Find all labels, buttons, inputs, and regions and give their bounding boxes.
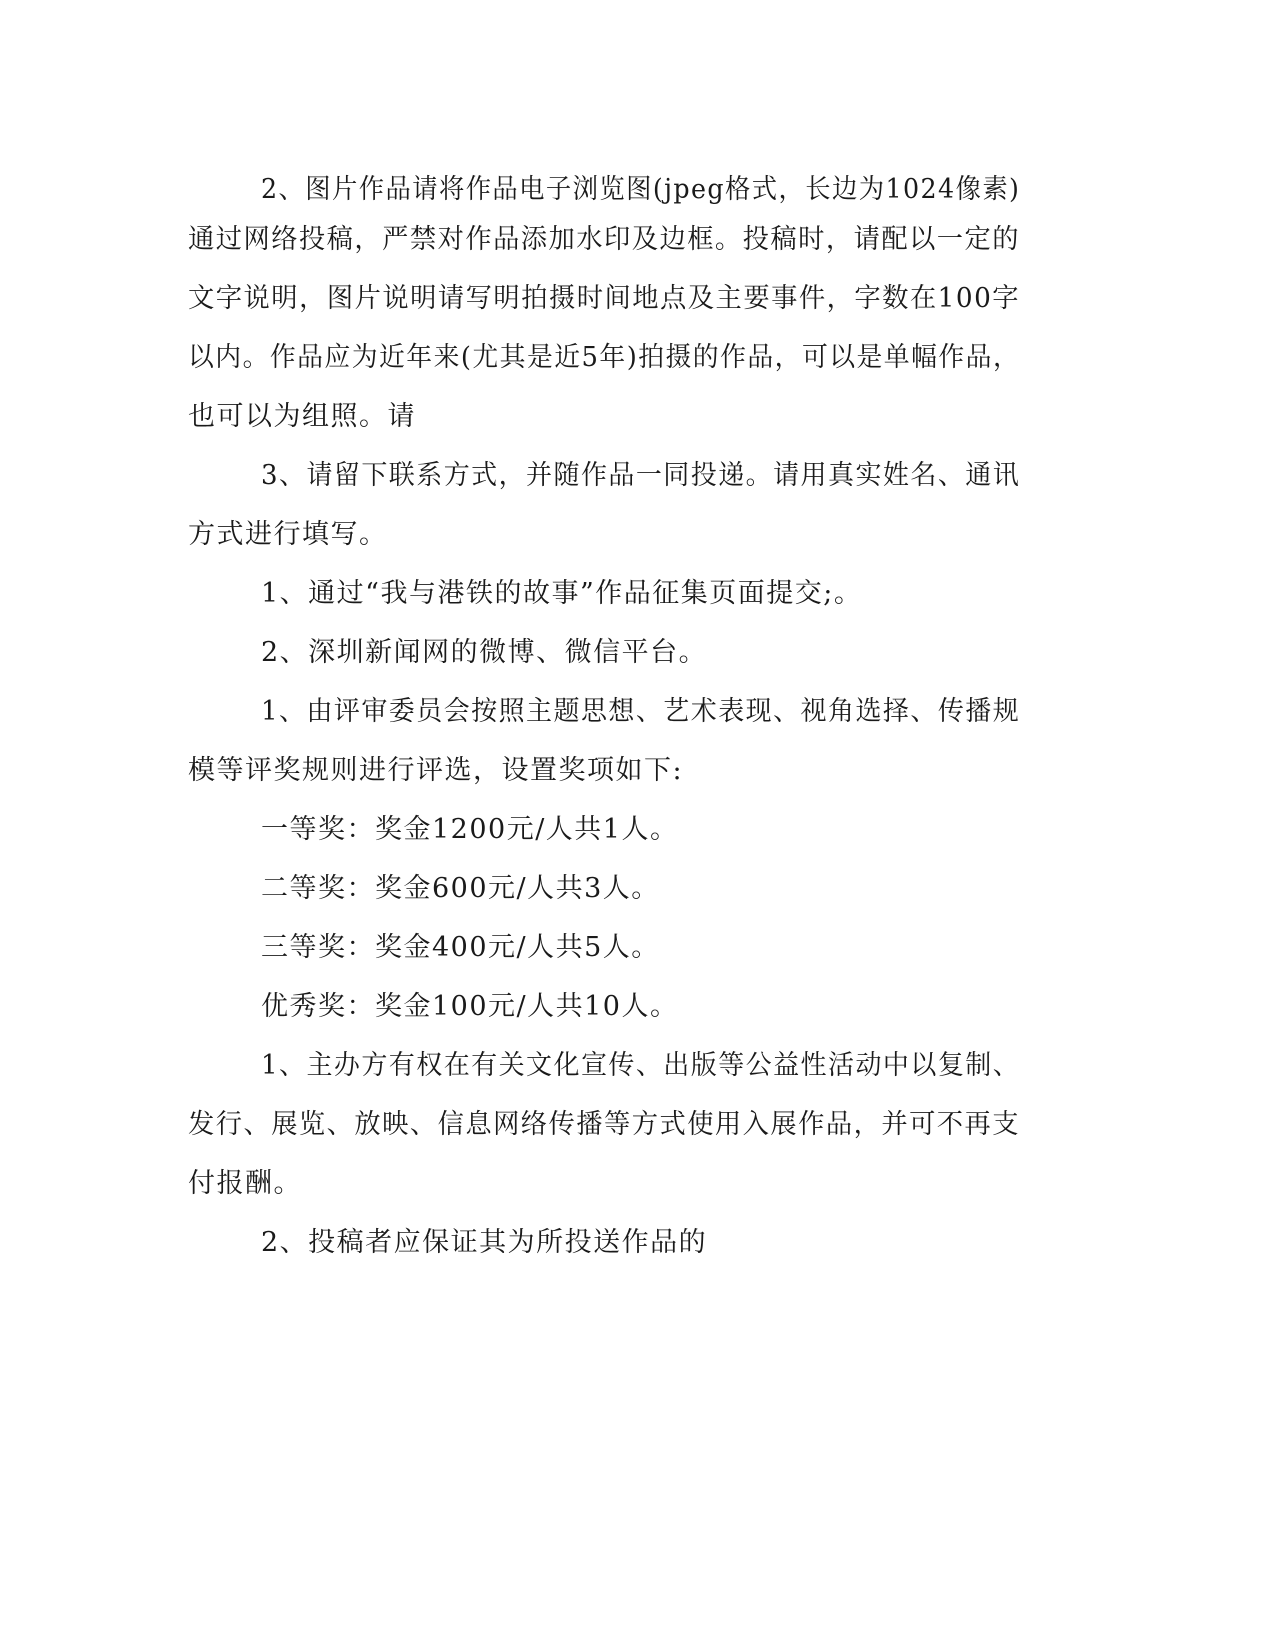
text-line: 模等评奖规则进行评选，设置奖项如下: bbox=[188, 755, 684, 786]
text-line: 文字说明，图片说明请写明拍摄时间地点及主要事件，字数在100字 bbox=[188, 283, 1021, 314]
text-line: 2、投稿者应保证其为所投送作品的 bbox=[261, 1227, 708, 1258]
text-line: 方式进行填写。 bbox=[188, 519, 388, 550]
text-line: 3、请留下联系方式，并随作品一同投递。请用真实姓名、通讯 bbox=[261, 460, 1021, 491]
text-line: 二等奖：奖金600元/人共3人。 bbox=[261, 873, 660, 904]
text-line: 以内。作品应为近年来(尤其是近5年)拍摄的作品，可以是单幅作品， bbox=[188, 342, 1021, 373]
text-line: 优秀奖：奖金100元/人共10人。 bbox=[261, 991, 679, 1022]
text-line: 2、图片作品请将作品电子浏览图(jpeg格式，长边为1024像素) bbox=[261, 174, 1021, 205]
text-line: 2、深圳新闻网的微博、微信平台。 bbox=[261, 637, 708, 668]
text-line: 通过网络投稿，严禁对作品添加水印及边框。投稿时，请配以一定的 bbox=[188, 224, 1020, 255]
text-line: 发行、展览、放映、信息网络传播等方式使用入展作品，并可不再支 bbox=[188, 1109, 1020, 1140]
text-line: 付报酬。 bbox=[188, 1168, 302, 1199]
text-line: 1、主办方有权在有关文化宣传、出版等公益性活动中以复制、 bbox=[261, 1050, 1021, 1081]
text-line: 1、由评审委员会按照主题思想、艺术表现、视角选择、传播规 bbox=[261, 696, 1021, 727]
text-line: 三等奖：奖金400元/人共5人。 bbox=[261, 932, 660, 963]
text-line: 一等奖：奖金1200元/人共1人。 bbox=[261, 814, 679, 845]
text-line: 1、通过“我与港铁的故事”作品征集页面提交;。 bbox=[261, 578, 863, 609]
text-line: 也可以为组照。请 bbox=[188, 401, 416, 432]
